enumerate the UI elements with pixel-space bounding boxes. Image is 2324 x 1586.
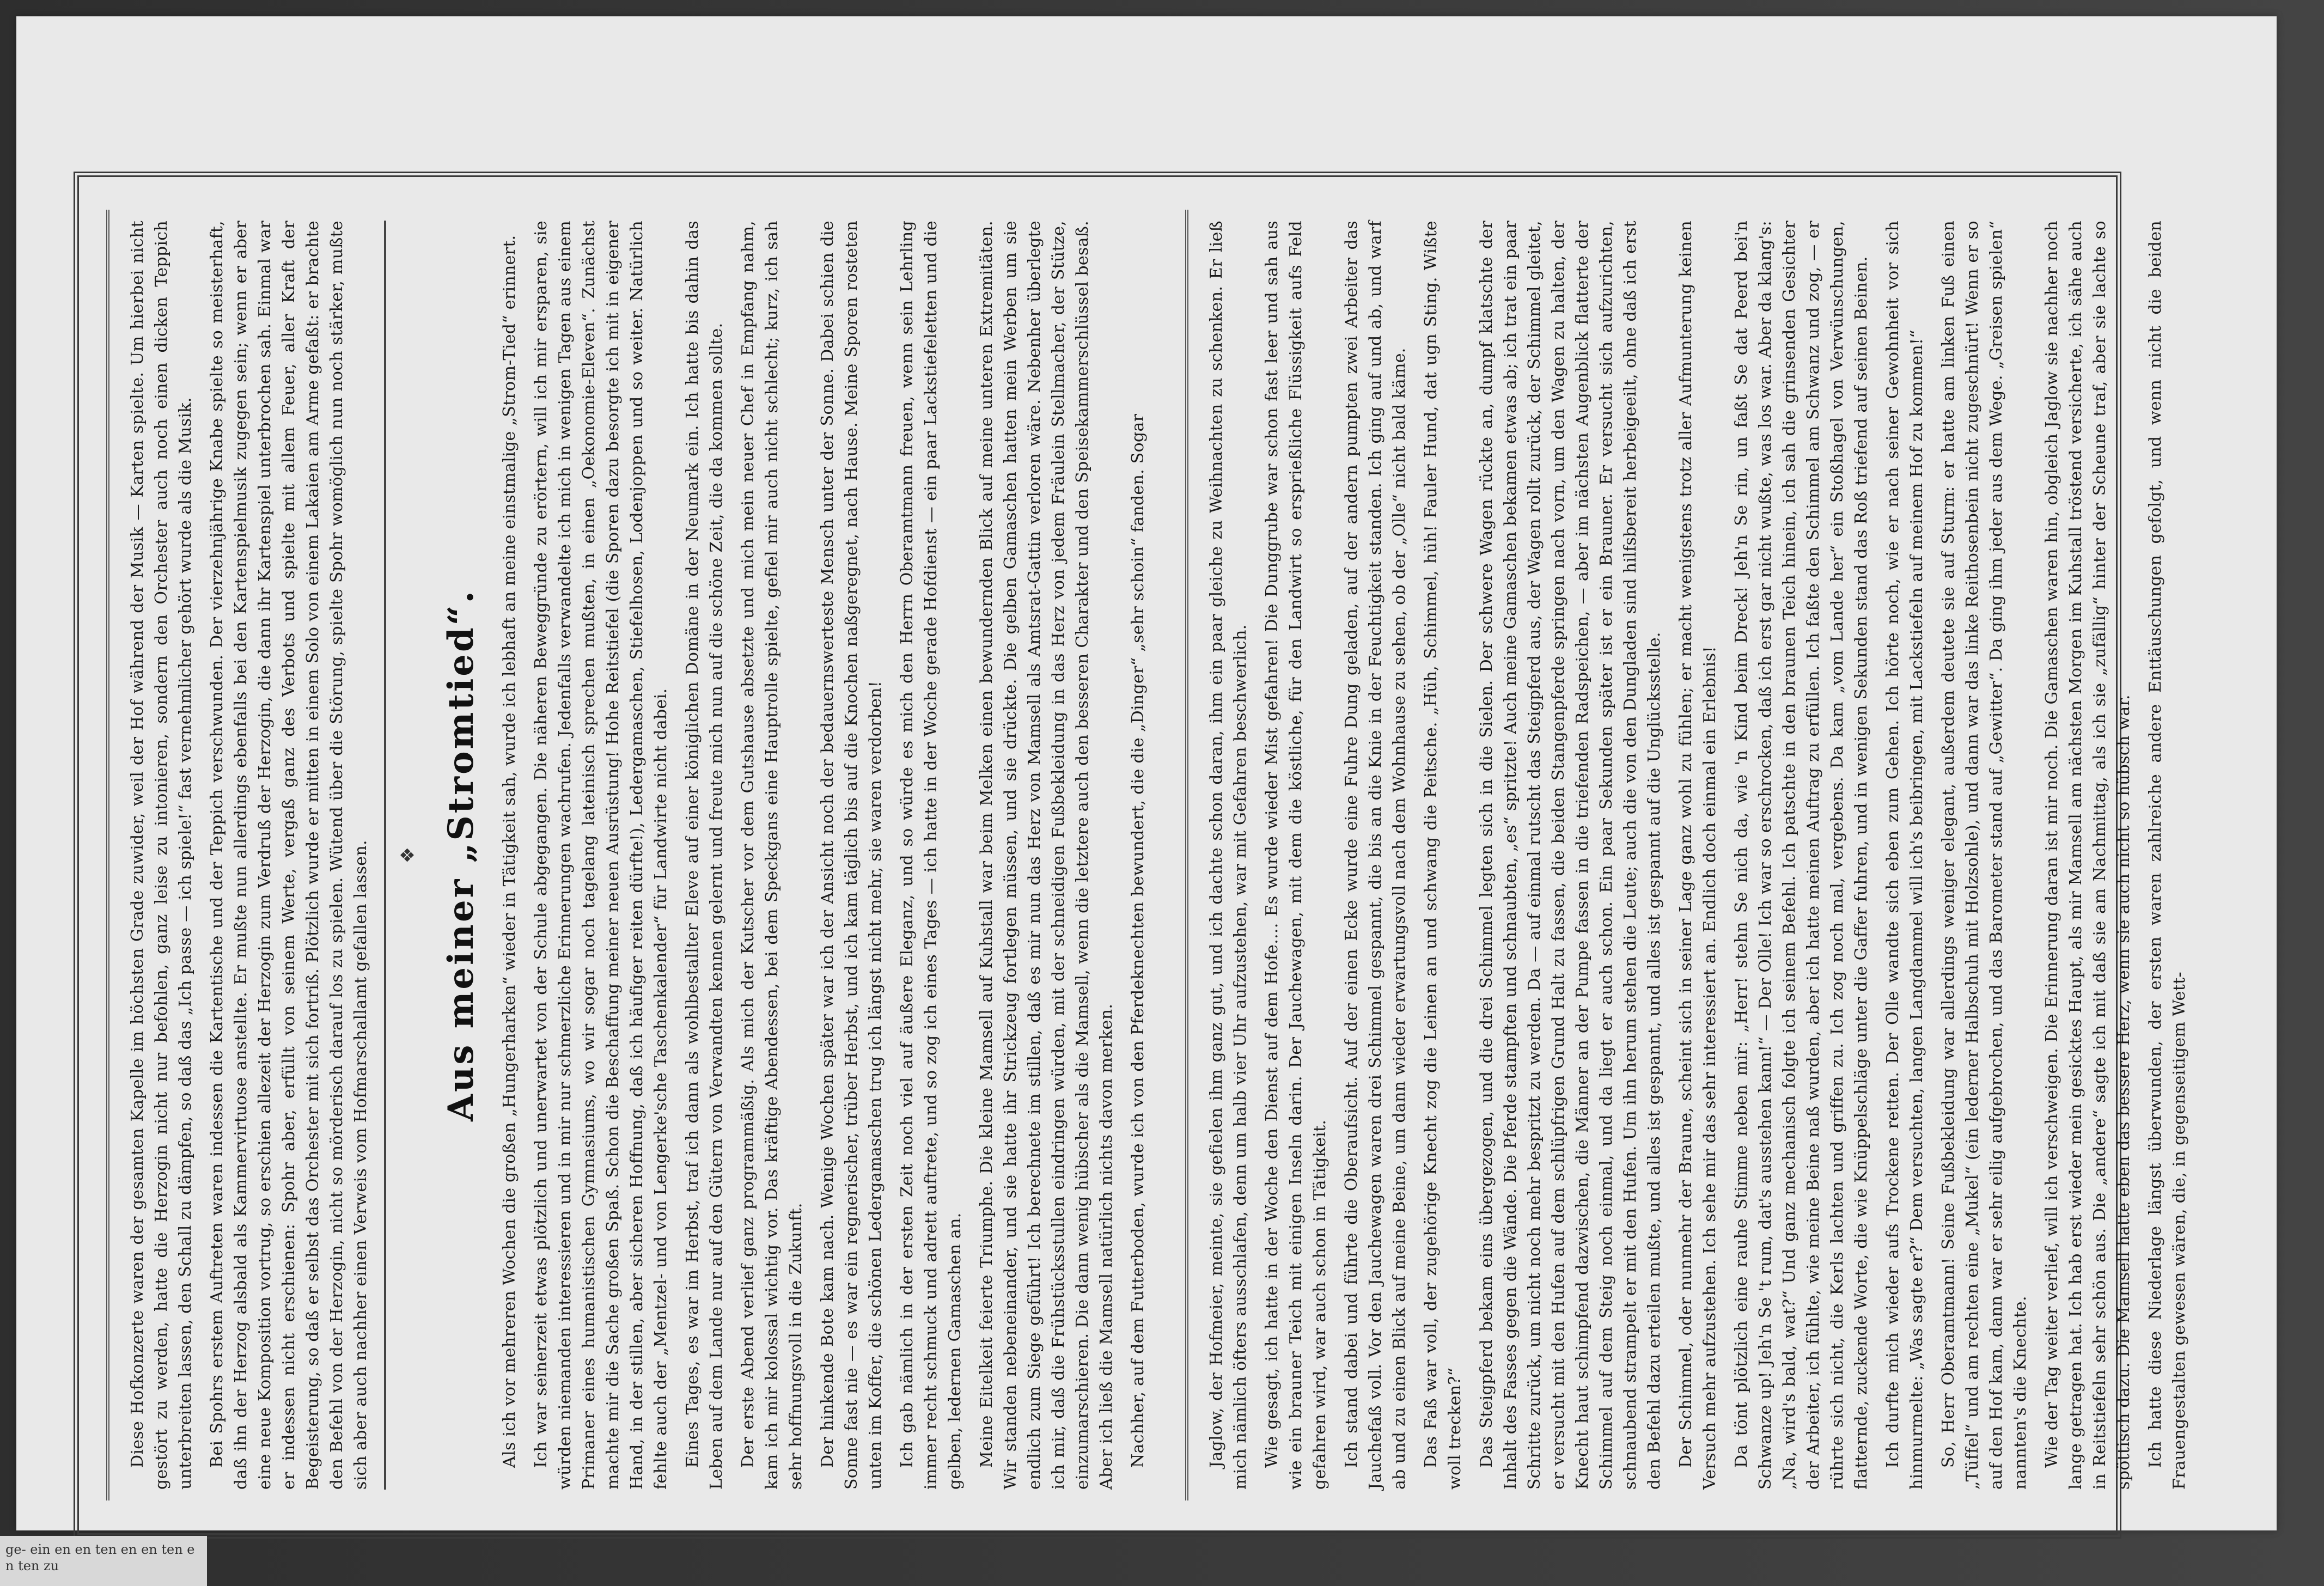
paragraph: Der erste Abend verlief ganz programmäßig. Als mich der Kutscher vor dem Gutshause absetzte und mich mein neuer Chef in Empfang nahm, kam ich mir kolossal wichtig vor. Das kräftige Abendessen, bei dem Speckgans eine Hauptrolle spielte, gefiel mir auch nicht schlecht; kurz, ich sah sehr hoffnungsvoll in die Zukunft. [739,221,806,1490]
paragraph: Meine Eitelkeit feierte Triumphe. Die kleine Mamsell auf Kuhstall war beim Melken einen bewundernden Blick auf meine unteren Extremitäten. Wir standen nebeneinander, und sie hatte ihr Strickzeug fortlegen müssen, und sie drückte. Die gelben Gamaschen hatten mein Werben um sie endlich zum Siege geführt! Ich berechnete im stillen, daß es mir nun das Herz von Mamsell als Amtsrat-Gattin verloren wäre. Nebenher überlegte ich mir, daß die Frühstücksstullen eindringen würden, mit der schneidigen Fußbekleidung in das Herz von jedem Fräulein Stellmacher, der Stütze, einzumarschieren. Die dann wenig hübscher als die Mamsell, wenn die letztere auch den besseren Charakter und den Speisekammerschlüssel besaß. Aber ich ließ die Mamsell natürlich nichts davon merken. [977,221,1116,1490]
paragraph: Das Steigpferd bekam eins übergezogen, und die drei Schimmel legten sich in die Sielen. Der schwere Wagen rückte an, dumpf klatschte der Inhalt des Fasses gegen die Wände. Die Pferde stampften und schnaubten, „es“ spritzte! Auch meine Gamaschen bekamen etwas ab; ich trat ein paar Schritte zurück, um nicht noch mehr bespritzt zu werden. Da — auf einmal rutscht das Steigpferd aus, der Wagen rollt zurück, der Schimmel gleitet, er versucht mit den Hufen auf dem schlüpfrigen Grund Halt zu fassen, die beiden Stangenpferde springen nach vorn, um den Wagen zu halten, der Knecht haut schimpfend dazwischen, die Männer an der Pumpe fassen in die triefenden Radspeichen, — aber im nächsten Augenblick flatterte der Schimmel auf dem Steig noch einmal, und da liegt er auch schon. Ein paar Sekunden später ist er ein Brauner. Er versucht sich aufzurichten, schnaubend strampelt er mit den Hufen. Um ihn herum stehen die Leute; auch die von den Dungladen sind hilfsbereit herbeigeeilt, ohne daß ich erst den Befehl dazu erteilen mußte, und alles ist gespannt, und alles ist gespannt auf die Unglücksstelle. [1477,221,1664,1490]
paragraph: Ich durfte mich wieder aufs Trockene retten. Der Olle wandte sich eben zum Gehen. Ich hörte noch, wie er nach seiner Gewohnheit vor sich hinmurmelte: „Was sagte er?“ Dem versuchten, langen Langdammel will ich's beibringen, mit Lackstiefeln auf meinem Hof zu kommen!“ [1883,221,1926,1490]
paragraph: Wie gesagt, ich hatte in der Woche den Dienst auf dem Hofe.... Es wurde wieder Mist gefahren! Die Dunggrube war schon fast leer und sah aus wie ein brauner Teich mit einigen Inseln darin. Der Jauchewagen, mit dem die köstliche, für den Landwirt so ersprießliche Flüssigkeit aufs Feld gefahren wird, war auch schon in Tätigkeit. [1262,221,1329,1490]
paragraph: Nachher, auf dem Futterboden, wurde ich von den Pferdeknechten bewundert, die die „Dinger“ „sehr schoin“ fanden. Sogar [1129,413,1148,1468]
article-headline: Aus meiner „Stromtied“. [441,589,481,1121]
paragraph: Ich hatte diese Niederlage längst überwunden, der ersten waren zahlreiche andere Enttäuschungen gefolgt, und wenn nicht die beiden Frauengestalten gewesen wären, die, in gegenseitigem Wett- [2146,221,2189,1490]
paragraph: Ich gab nämlich in der ersten Zeit noch viel auf äußere Eleganz, und so würde es mich den Herrn Oberamtmann freuen, wenn sein Lehrling immer recht schmuck und adrett auftrete, und so zog ich eines Tages — ich hatte in der Woche gerade Hofdienst — ein paar Lackstiefeletten und die gelben, ledernen Gamaschen an. [898,221,965,1490]
paragraph: Da tönt plötzlich eine rauhe Stimme neben mir: „Herr! stehn Se nich da, wie 'n Kind beim Dreck! Jeh'n Se rin, un faßt Se dat Peerd bei'n Schwanze up! Jeh'n Se 't rum, dat's ausstehen kann!“ — Der Olle! Ich war so erschrocken, daß ich erst gar nicht wußte, was los war. Aber da klang's: „Na, wird's bald, wat?“ Und ganz mechanisch folgte ich seinem Befehl. Ich patschte in den braunen Teich hinein, ich sah die grinsenden Gesichter der Arbeiter, ich fühlte, wie meine Beine naß wurden, aber ich hatte meinen Auftrag zu erfüllen. Ich faßte den Schimmel am Schwanz und zog, — er rührte sich nicht, die Kerls lachten und griffen zu. Ich zog noch mal, vergebens. Da kam „vom Lande her“ ein Stoßhagel von Verwünschungen, flatternde, zuckende Worte, die wie Knüppelschläge unter die Gaffer fuhren, und in wenigen Sekunden stand das Roß triefend auf seinen Beinen. [1732,221,1871,1490]
paragraph: Ich stand dabei und führte die Oberaufsicht. Auf der einen Ecke wurde eine Fuhre Dung geladen, auf der andern pumpten zwei Arbeiter das Jauchefaß voll. Vor den Jauchewagen waren drei Schimmel gespannt, die bis an die Knie in der Feuchtigkeit standen. Ich ging auf und ab, und warf ab und zu einen Blick auf meine Beine, um dann wieder erwartungsvoll nach dem Wohnhause zu sehen, ob der „Olle“ nicht bald käme. [1342,221,1409,1490]
paragraph: Der hinkende Bote kam nach. Wenige Wochen später war ich der Ansicht noch der bedauernswerteste Mensch unter der Sonne. Dabei schien die Sonne fast nie — es war ein regnerischer, trüber Herbst, und ich kam täglich bis auf die Knochen naßgeregnet, nach Hause. Meine Sporen rosteten unten im Koffer, die schönen Ledergamaschen trug ich längst nicht mehr, sie waren verdorben! [818,221,885,1490]
paragraph: So, Herr Oberamtmann! Seine Fußbekleidung war allerdings weniger elegant, außerdem deutete sie auf Sturm: er hatte am linken Fuß einen „Tüffel“ und am rechten eine „Mukel“ (ein lederner Halbschuh mit Holzsohle), und dann war das linke Reithosenbein nicht zugeschnürt! Wenn er so auf den Hof kam, dann war er sehr eilig aufgebrochen, und das Barometer stand auf „Gewitter“. Da ging ihm jeder aus dem Wege. „Greisen spielen“ nannten's die Knechte. [1939,221,2030,1490]
rotated-text-area [74,172,2189,1539]
paragraph: Eines Tages, es war im Herbst, traf ich dann als wohlbestallter Eleve auf einer königlichen Domäne in der Neumark ein. Ich hatte bis dahin das Leben auf dem Lande nur auf den Gütern von Verwandten kennen gelernt und freute mich nun auf die schöne Zeit, die da kommen sollte. [683,221,726,1490]
paragraph: Der Schimmel, oder nunmehr der Braune, scheint sich in seiner Lage ganz wohl zu fühlen; er macht wenigstens trotz aller Aufmunterung keinen Versuch mehr aufzustehen. Ich sehe mir das sehr interessiert an. Endlich doch einmal ein Erlebnis! [1676,221,1719,1490]
column-right [1185,210,2205,1500]
paragraph: Bei Spohrs erstem Auftreten waren indessen die Kartentische und der Teppich verschwunden. Der vierzehnjährige Knabe spielte so meisterhaft, daß ihn der Herzog alsbald als Kammervirtuose anstellte. Er mußte nun allerdings ebenfalls bei den Kartenspielmusik zugegen sein; wenn er aber eine neue Komposition vortrug, so erschien allezeit der Herzogin zum Verdruß der Herzogin, die dann ihr Kartenspiel unterbrochen sah. Einmal war er indessen nicht erschienen: Spohr aber, erfüllt von seinem Werte, vergaß ganz des Verbots und spielte mit allem Feuer, aller Kraft der Begeisterung, so daß er selbst das Orchester mit sich fortriß. Plötzlich wurde er mitten in einem Solo von einem Lakaien am Arme gefaßt: er brachte den Befehl von der Herzogin, nicht so mörderisch darauf los zu spielen. Wütend über die Störung, spielte Spohr womöglich nun noch stärker, mußte sich aber auch nachher einen Verweis vom Hofmarschallamt gefallen lassen. [208,221,370,1490]
column-left [106,210,1163,1500]
newspaper-page [16,16,2277,1530]
adjacent-page-strip [0,1536,207,1586]
ornament-icon: ❖ [397,846,419,864]
paragraph: Wie der Tag weiter verlief, will ich verschweigen. Die Erinnerung daran ist mir noch. Die Gamaschen waren hin, obgleich Jaglow sie nachher noch lange getragen hat. Ich hab erst wieder mein gesicktes Haupt, als mir Mamsell am nächsten Morgen im Kuhstall tröstend versicherte, ich sähe auch in Reitstiefeln sehr schön aus. Die „andere“ sagte ich mit daß sie am Nachmittag, als ich sie „zufällig“ hinter der Scheune traf, aber sie lachte so spöttisch dazu. Die Mamsell hatte eben das bessere Herz, wenn sie auch nicht so hübsch war. [2042,221,2133,1490]
paragraph: Das Faß war voll, der zugehörige Knecht zog die Leinen an und schwang die Peitsche. „Hüh, Schimmel, hüh! Fauler Hund, dat ugn Sting. Wißte woll trecken?“ [1422,221,1465,1490]
divider-rule [384,221,386,1490]
paragraph: Jaglow, der Hofmeier, meinte, sie gefielen ihm ganz gut, und ich dachte schon daran, ihm ein paar gleiche zu Weihnachten zu schenken. Er ließ mich nämlich öfters ausschlafen, denn um halb vier Uhr aufzustehen, war mit Gefahren beschwerlich. [1207,221,1250,1490]
paragraph: Als ich vor mehreren Wochen die großen „Hungerharken“ wieder in Tätigkeit sah, wurde ich lebhaft an meine einstmalige „Strom-Tied“ erinnert. [500,235,519,1468]
ornamental-frame [74,172,2189,1539]
paragraph: Diese Hofkonzerte waren der gesamten Kapelle im höchsten Grade zuwider, weil der Hof während der Musik — Karten spielte. Um hierbei nicht gestört zu werden, hatte die Herzogin nicht nur befohlen, ganz leise zu intonieren, sondern den Orchester auch noch einen dicken Teppich unterbreiten lassen, den Schall zu dämpfen, so daß das „Ich passe — ich spiele!“ fast vernehmlicher gehört wurde als die Musik. [128,221,195,1490]
adjacent-page-text: ge- ein en en ten en en ten en ten zu [5,1542,195,1573]
paragraph: Ich war seinerzeit etwas plötzlich und unerwartet von der Schule abgegangen. Die näheren Beweggründe zu erörtern, will ich mir ersparen, sie würden niemanden interessieren und in mir nur schmerzliche Erinnerungen wachrufen. Jedenfalls verwandelte ich mich in wenigen Tagen aus einem Primaner eines humanistischen Gymnasiums, wo wir sogar noch tagelang lateinisch sprechen mußten, in einen „Oekonomie-Eleven“. Zunächst machte mir die Sache großen Spaß. Schon die Beschaffung meiner neuen Ausrüstung! Hohe Reitstiefel (die Sporen dazu besorgte ich mit in eigener Hand, in der stillen, aber sicheren Hoffnung, daß ich häufiger reiten dürfte!), Ledergamaschen, Stiefelhosen, Lodenjoppen und so weiter. Natürlich fehlte auch der „Mentzel- und von Lengerke'sche Taschenkalender“ für Landwirte nicht dabei. [532,221,670,1490]
